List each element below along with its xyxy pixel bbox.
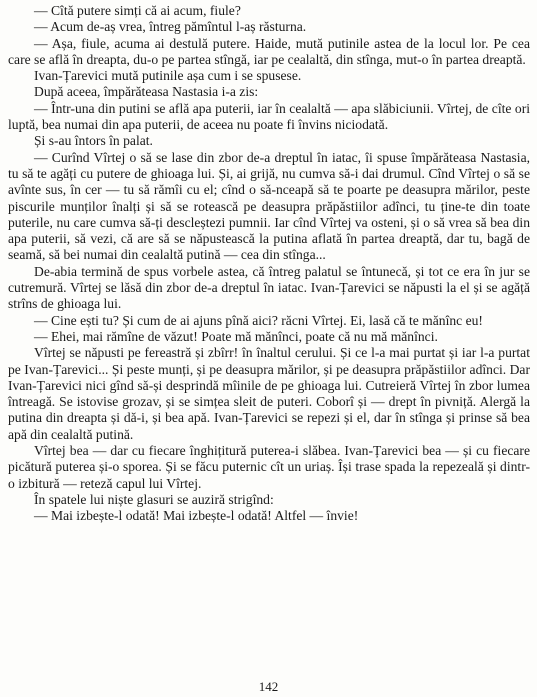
paragraph: — Mai izbește-l odată! Mai izbește-l odată! Altfel — învie! — [34, 508, 359, 524]
paragraph: — Acum de-aș vrea, întreg pămîntul l-aș răsturna. — [34, 19, 307, 35]
paragraph: Vîrtej bea — dar cu fiecare înghițitură puterea-i slăbea. Ivan-Țarevici bea — și cu fiecare picătură puterea și-o sporea. Și se făcu puternic cît un uriaș. Își trase spada la repezeală și dintr-o izbitură — reteză capul lui Vîrtej. — [8, 443, 530, 491]
page-number: 142 — [258, 679, 279, 694]
paragraph: Ivan-Țarevici mută putinile așa cum i se spusese. — [34, 68, 302, 84]
paragraph: De-abia termină de spus vorbele astea, că întreg palatul se întunecă, și tot ce era în jur se cutremură. Vîrtej se lăsă din zbor de-a dreptul în iatac. Ivan-Țarevici se năpusti la el și se agăță strîns de ghioaga lui. — [8, 263, 530, 312]
paragraph: — Într-una din putini se află apa puterii, iar în cealaltă — apa slăbiciunii. Vîrtej, de cîte ori luptă, bea numai din apa puterii, de aceea nu poate fi învins niciodată. — [8, 100, 530, 133]
paragraph: Și s-au întors în palat. — [34, 133, 153, 149]
paragraph: — Ehei, mai rămîne de văzut! Poate mă mănînci, poate că nu mă mănînci. — [34, 328, 438, 344]
paragraph: — Cine ești tu? Și cum de ai ajuns pînă aici? răcni Vîrtej. Ei, lasă că te mănînc eu! — [34, 312, 483, 328]
paragraph: — Așa, fiule, acuma ai destulă putere. Haide, mută putinile astea de la locul lor. Pe cea care se află în dreapta, du-o pe partea stîngă, iar pe cealaltă, din stînga, mut-o în partea dreaptă. — [8, 35, 530, 67]
paragraph: În spatele lui niște glasuri se auziră strigînd: — [34, 491, 274, 507]
paragraph: Vîrtej se năpusti pe fereastră și zbîrr! în înaltul cerului. Și ce l-a mai purtat și iar l-a purtat pe Ivan-Țarevici... Și peste munți, și pe deasupra mărilor, și pe deasupra prăpăstiilor adînci. Dar Ivan-Țarevici nici gînd să-și desprindă mîinile de pe ghioaga lui. Cutreieră Vîrtej în zbor lumea întreagă. Se istovise grozav, și se simțea sleit de puteri. Coborî și — drept în pivniță. Alergă la putina din dreapta și dă-i, și bea apă. Ivan-Țarevici se repezi și el, dar în stînga și prinse să bea apă din cealaltă putină. — [8, 345, 530, 442]
paragraph: — Curînd Vîrtej o să se lase din zbor de-a dreptul în iatac, îi spuse împărăteasa Nastasia, tu să te agăți cu putere de ghioaga lui. Și, ai grijă, nu cumva să-i dai drumul. Cînd Vîrtej o să se avînte sus, în cer — tu să rămîi cu el; cînd o să-nceapă să te poarte pe deasupra mărilor, peste piscurile munților înalți și să se rotească pe deasupra prăpăstiilor adînci, tu ține-te din toate puterile, nu care cumva să-ți descleștezi pumnii. Iar cînd Vîrtej va osteni, și o să vrea să bea din apa puterii, să vezi, că are să se năpustească la putina aflată în partea dreaptă, dar tu, bagă de seamă, să bei numai din cealaltă putină — cea din stînga... — [8, 149, 530, 263]
paragraph: După aceea, împărăteasa Nastasia i-a zis: — [34, 84, 259, 100]
paragraph: — Cîtă putere simți că ai acum, fiule? — [34, 3, 241, 18]
page-body-text — [8, 3, 530, 525]
